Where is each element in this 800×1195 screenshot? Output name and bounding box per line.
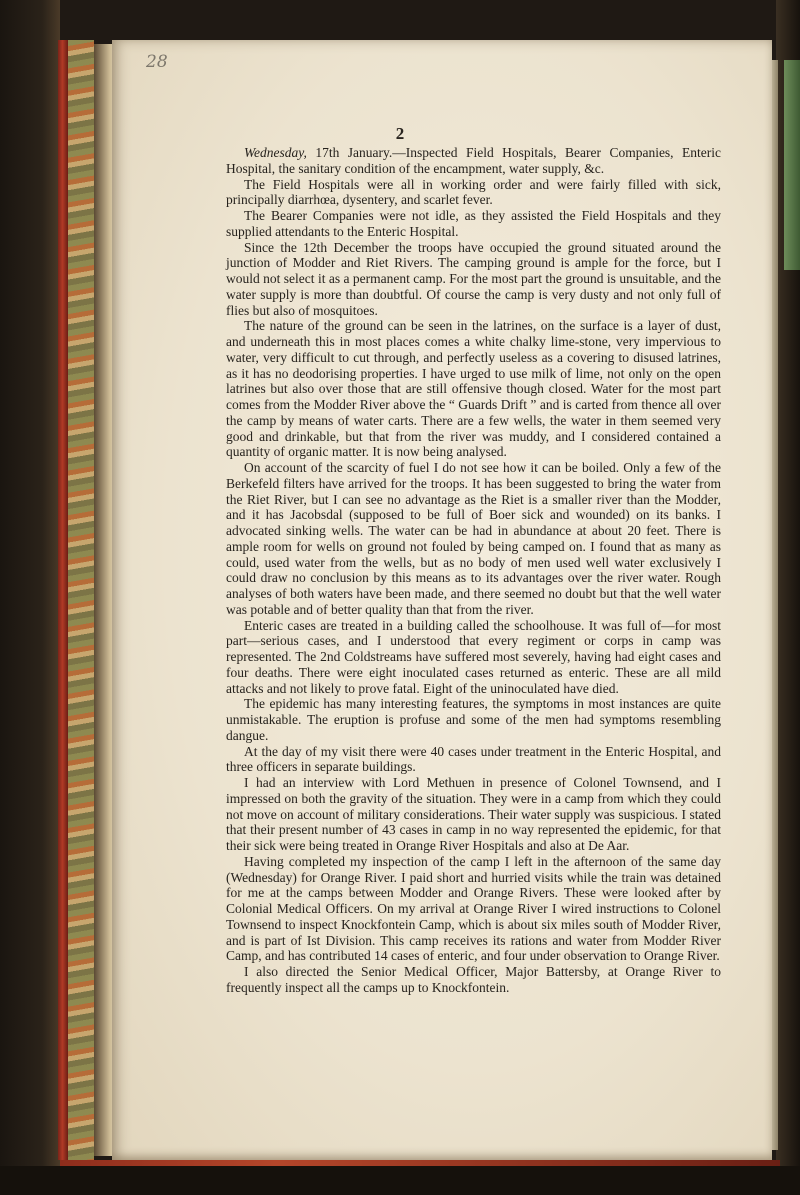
pencil-annotation: 28 [146,52,168,72]
paragraph [226,145,721,177]
paragraph: I had an interview with Lord Methuen in presence of Colonel Townsend, and I impressed on both the gravity of the situation. They were in a camp from which they could not move on account of military considerations. Their water supply was suspicious. I stated that their present number of 43 cases in camp in no way represented the epidemic, for that their sick were being treated in Orange River Hospitals and also at De Aar. [226,775,721,853]
paragraph-text: 17th January.—Inspected Field Hospitals, Bearer Companies, Enteric Hospital, the sanitary condition of the encampment, water supply, &c. [226,145,721,176]
paragraph: I also directed the Senior Medical Officer, Major Battersby, at Orange River to frequently inspect all the camps up to Knockfontein. [226,964,721,995]
marbled-endpaper [68,40,94,1160]
paragraph: The epidemic has many interesting features, the symptoms in most instances are quite unmistakable. The eruption is profuse and some of the men had symptoms resembling dangue. [226,696,721,743]
paragraph: Enteric cases are treated in a building called the schoolhouse. It was full of—for most part—serious cases, and I understood that every regiment or corps in camp was represented. The 2nd Coldstreams have suffered most severely, having had eight cases and four deaths. There were eight inoculated cases returned as enteric. These are all mild attacks and not likely to prove fatal. Eight of the uninoculated have died. [226,617,721,696]
red-spine-cloth [58,40,68,1160]
paragraph: The Bearer Companies were not idle, as they assisted the Field Hospitals and they supplied attendants to the Enteric Hospital. [226,208,721,239]
paragraph-lead: Wednesday, [244,145,307,160]
left-cover-board [0,0,60,1195]
paragraph: On account of the scarcity of fuel I do not see how it can be boiled. Only a few of the Berkefeld filters have arrived for the troops. It has been suggested to bring the water from the Riet River, but I can see no advantage as the Riet is a smaller river than the Modder, and it has Jacobsdal (supposed to be full of Boer sick and wounded) on its banks. I advocated sinking wells. The water can be had in abundance at about 20 feet. There is ample room for wells on ground not fouled by being camped on. I found that as many as could, used water from the wells, but as no body of men used well water exclusively I could draw no conclusion by this means as to its advantages over the river water. Rough analyses of both waters have been made, and there seemed no doubt but that the well water was potable and of better quality than that from the river. [226,460,721,617]
paragraph: The nature of the ground can be seen in the latrines, on the surface is a layer of dust, and underneath this in most places comes a white chalky lime-stone, very impervious to water, very difficult to cut through, and perfectly useless as a covering to disused latrines, as it has no deodorising properties. I have urged to use milk of lime, not only on the open latrines but also over those that are still offensive though closed. Water for the most part comes from the Modder River above the “ Guards Drift ” and is carted from thence all over the camp by means of water carts. There are a few wells, the water in them seemed very good and drinkable, but that from the river was muddy, and I considered contained a quantity of organic matter. It is now being analysed. [226,318,721,460]
paragraph: Since the 12th December the troops have occupied the ground situated around the junction of Modder and Riet Rivers. The camping ground is ample for the force, but I would not select it as a permanent camp. For the most part the ground is unsuitable, and the water supply is more than doubtful. Of course the camp is very dusty and not only full of flies but also of mosquitoes. [226,239,721,318]
page-number: 2 [395,124,405,143]
paragraph: The Field Hospitals were all in working order and were fairly filled with sick, principally diarrhœa, dysentery, and scarlet fever. [226,176,721,208]
body-text [226,145,721,996]
bottom-cover-board [0,1166,800,1195]
paragraph: Having completed my inspection of the camp I left in the afternoon of the same day (Wednesday) for Orange River. I paid short and hurried visits while the train was detained for me at the camps between Modder and Orange Rivers. These were looked after by Colonial Medical Officers. On my arrival at Orange River I wired instructions to Colonel Townsend to inspect Knockfontein Camp, which is about six miles south of Modder River, and is part of Ist Division. This camp receives its rations and water from Modder River Camp, and has contributed 14 cases of enteric, and four under observation to Orange River. [226,853,721,964]
green-tab-edge [784,60,800,270]
paragraph: At the day of my visit there were 40 cases under treatment in the Enteric Hospital, and three officers in separate buildings. [226,743,721,775]
